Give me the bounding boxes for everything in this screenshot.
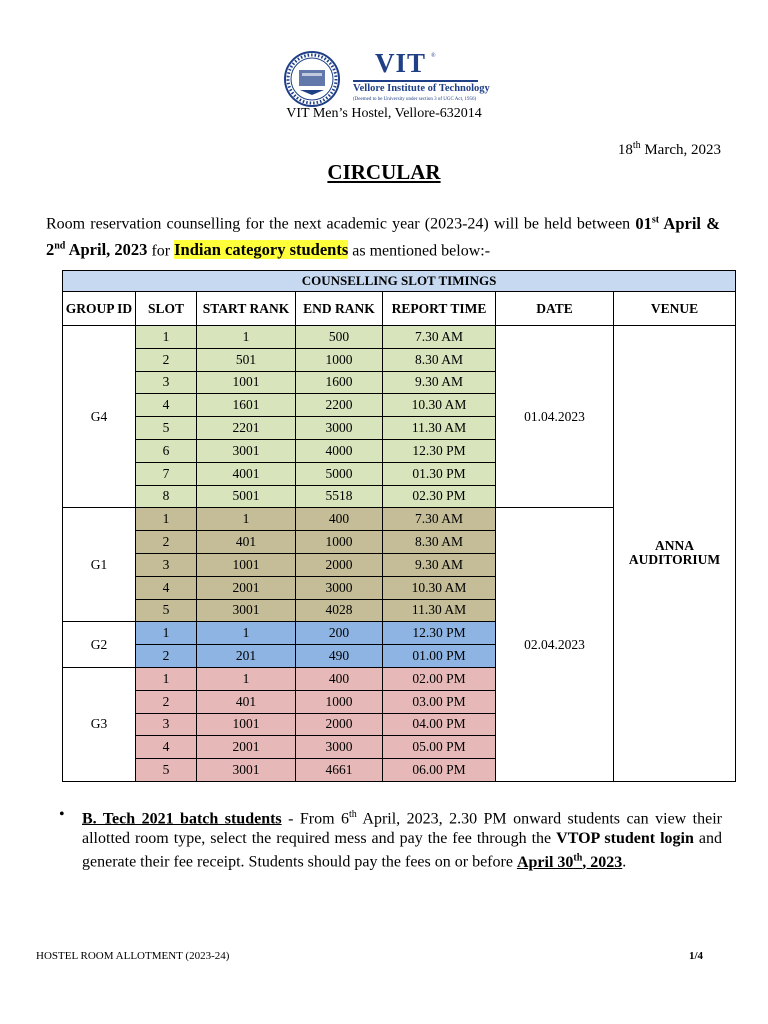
vit-seal-icon — [283, 50, 341, 108]
end-rank-cell: 400 — [296, 508, 383, 531]
slot-cell: 4 — [136, 576, 197, 599]
report-time-cell: 12.30 PM — [383, 439, 496, 462]
start-rank-cell: 1001 — [197, 553, 296, 576]
slot-cell: 8 — [136, 485, 197, 508]
report-time-cell: 9.30 AM — [383, 371, 496, 394]
start-rank-cell: 501 — [197, 348, 296, 371]
header-end-rank: END RANK — [296, 292, 383, 326]
report-time-cell: 01.00 PM — [383, 645, 496, 668]
end-rank-cell: 5518 — [296, 485, 383, 508]
slot-cell: 1 — [136, 622, 197, 645]
start-rank-cell: 2001 — [197, 576, 296, 599]
slot-cell: 4 — [136, 736, 197, 759]
slot-cell: 4 — [136, 394, 197, 417]
header-group-id: GROUP ID — [63, 292, 136, 326]
page-title: CIRCULAR — [327, 160, 441, 184]
report-time-cell: 04.00 PM — [383, 713, 496, 736]
header-start-rank: START RANK — [197, 292, 296, 326]
end-rank-cell: 500 — [296, 326, 383, 349]
report-time-cell: 11.30 AM — [383, 417, 496, 440]
slot-cell: 3 — [136, 371, 197, 394]
slot-cell: 1 — [136, 508, 197, 531]
header-report-time: REPORT TIME — [383, 292, 496, 326]
end-rank-cell: 200 — [296, 622, 383, 645]
date-day: 18 — [617, 142, 633, 158]
start-rank-cell: 3001 — [197, 439, 296, 462]
slot-cell: 3 — [136, 713, 197, 736]
end-rank-cell: 3000 — [296, 576, 383, 599]
logo-subtitle: (Deemed to be University under section 3 of UGC Act, 1956) — [353, 97, 477, 102]
intro-tail: as mentioned below:- — [348, 242, 491, 259]
slot-cell: 3 — [136, 553, 197, 576]
end-rank-cell: 400 — [296, 667, 383, 690]
date-suffix: th — [632, 140, 641, 151]
header-date: DATE — [496, 292, 614, 326]
bullet-marker: • — [59, 806, 65, 823]
start-rank-cell: 2201 — [197, 417, 296, 440]
start-rank-cell: 1 — [197, 622, 296, 645]
end-rank-cell: 2000 — [296, 713, 383, 736]
end-rank-cell: 1600 — [296, 371, 383, 394]
header-slot: SLOT — [136, 292, 197, 326]
report-time-cell: 7.30 AM — [383, 326, 496, 349]
group-id-cell: G4 — [63, 326, 136, 508]
start-rank-cell: 1001 — [197, 713, 296, 736]
start-rank-cell: 1 — [197, 326, 296, 349]
report-time-cell: 8.30 AM — [383, 531, 496, 554]
report-time-cell: 02.30 PM — [383, 485, 496, 508]
hostel-address: VIT Men’s Hostel, Vellore-632014 — [286, 106, 482, 121]
end-rank-cell: 1000 — [296, 690, 383, 713]
report-time-cell: 05.00 PM — [383, 736, 496, 759]
slot-cell: 2 — [136, 690, 197, 713]
circular-date — [618, 140, 721, 159]
start-rank-cell: 4001 — [197, 462, 296, 485]
slot-table-body — [63, 326, 736, 782]
report-time-cell: 8.30 AM — [383, 348, 496, 371]
start-rank-cell: 3001 — [197, 599, 296, 622]
slot-cell: 5 — [136, 417, 197, 440]
report-time-cell: 02.00 PM — [383, 667, 496, 690]
report-time-cell: 01.30 PM — [383, 462, 496, 485]
report-time-cell: 11.30 AM — [383, 599, 496, 622]
vtop-login: VTOP student login — [556, 829, 694, 847]
slot-cell: 6 — [136, 439, 197, 462]
slot-cell: 7 — [136, 462, 197, 485]
report-time-cell: 7.30 AM — [383, 508, 496, 531]
date-rest: March, 2023 — [640, 142, 721, 158]
end-rank-cell: 4000 — [296, 439, 383, 462]
logo-mark: VIT — [375, 48, 427, 78]
due-date: April 30th, 2023 — [516, 852, 623, 871]
slot-cell: 2 — [136, 348, 197, 371]
end-rank-cell: 1000 — [296, 348, 383, 371]
header-venue: VENUE — [614, 292, 736, 326]
start-rank-cell: 1 — [197, 667, 296, 690]
end-rank-cell: 4661 — [296, 759, 383, 782]
logo-registered: ® — [431, 53, 436, 59]
intro-dates: 01st April & 2nd April, 2023 — [46, 213, 720, 259]
slot-cell: 5 — [136, 599, 197, 622]
slot-cell: 1 — [136, 667, 197, 690]
table-row — [63, 326, 736, 349]
start-rank-cell: 5001 — [197, 485, 296, 508]
date-cell: 01.04.2023 — [496, 326, 614, 508]
intro-highlight: Indian category students — [174, 240, 349, 259]
slot-cell: 5 — [136, 759, 197, 782]
venue-cell: ANNA AUDITORIUM — [614, 326, 736, 782]
report-time-cell: 03.00 PM — [383, 690, 496, 713]
start-rank-cell: 401 — [197, 531, 296, 554]
start-rank-cell: 201 — [197, 645, 296, 668]
slot-cell: 2 — [136, 531, 197, 554]
report-time-cell: 10.30 AM — [383, 394, 496, 417]
vit-logo — [283, 48, 490, 108]
report-time-cell: 10.30 AM — [383, 576, 496, 599]
report-time-cell: 9.30 AM — [383, 553, 496, 576]
logo-divider — [353, 80, 478, 82]
start-rank-cell: 1 — [197, 508, 296, 531]
group-id-cell: G3 — [63, 667, 136, 781]
end-rank-cell: 1000 — [296, 531, 383, 554]
start-rank-cell: 1601 — [197, 394, 296, 417]
intro-paragraph — [46, 209, 720, 262]
intro-text: Room reservation counselling for the next academic year (2023-24) will be held between — [46, 215, 636, 233]
slot-cell: 1 — [136, 326, 197, 349]
start-rank-cell: 1001 — [197, 371, 296, 394]
group-id-cell: G2 — [63, 622, 136, 668]
start-rank-cell: 3001 — [197, 759, 296, 782]
end-rank-cell: 4028 — [296, 599, 383, 622]
logo-name: Vellore Institute of Technology — [353, 83, 490, 94]
start-rank-cell: 2001 — [197, 736, 296, 759]
footer-title: HOSTEL ROOM ALLOTMENT (2023-24) — [36, 950, 230, 962]
bullet-lead: B. Tech 2021 batch students — [82, 810, 282, 828]
end-rank-cell: 3000 — [296, 417, 383, 440]
slot-cell: 2 — [136, 645, 197, 668]
end-rank-cell: 2200 — [296, 394, 383, 417]
end-rank-cell: 3000 — [296, 736, 383, 759]
end-rank-cell: 2000 — [296, 553, 383, 576]
page-number: 1/4 — [688, 950, 703, 962]
end-rank-cell: 5000 — [296, 462, 383, 485]
intro-for: for — [147, 242, 175, 259]
table-caption: COUNSELLING SLOT TIMINGS — [63, 271, 736, 292]
btech-notice: B. Tech 2021 batch students - From 6th April, 2023, 2.30 PM onward students can view their allotted room type, select the required mess and pay the fee through the VTOP student login and generate their fee receipt. Students should pay the fees on or before April 30th, 2023. — [82, 809, 723, 871]
report-time-cell: 06.00 PM — [383, 759, 496, 782]
group-id-cell: G1 — [63, 508, 136, 622]
report-time-cell: 12.30 PM — [383, 622, 496, 645]
date-cell: 02.04.2023 — [496, 508, 614, 782]
slot-timings-table — [62, 270, 736, 782]
end-rank-cell: 490 — [296, 645, 383, 668]
start-rank-cell: 401 — [197, 690, 296, 713]
